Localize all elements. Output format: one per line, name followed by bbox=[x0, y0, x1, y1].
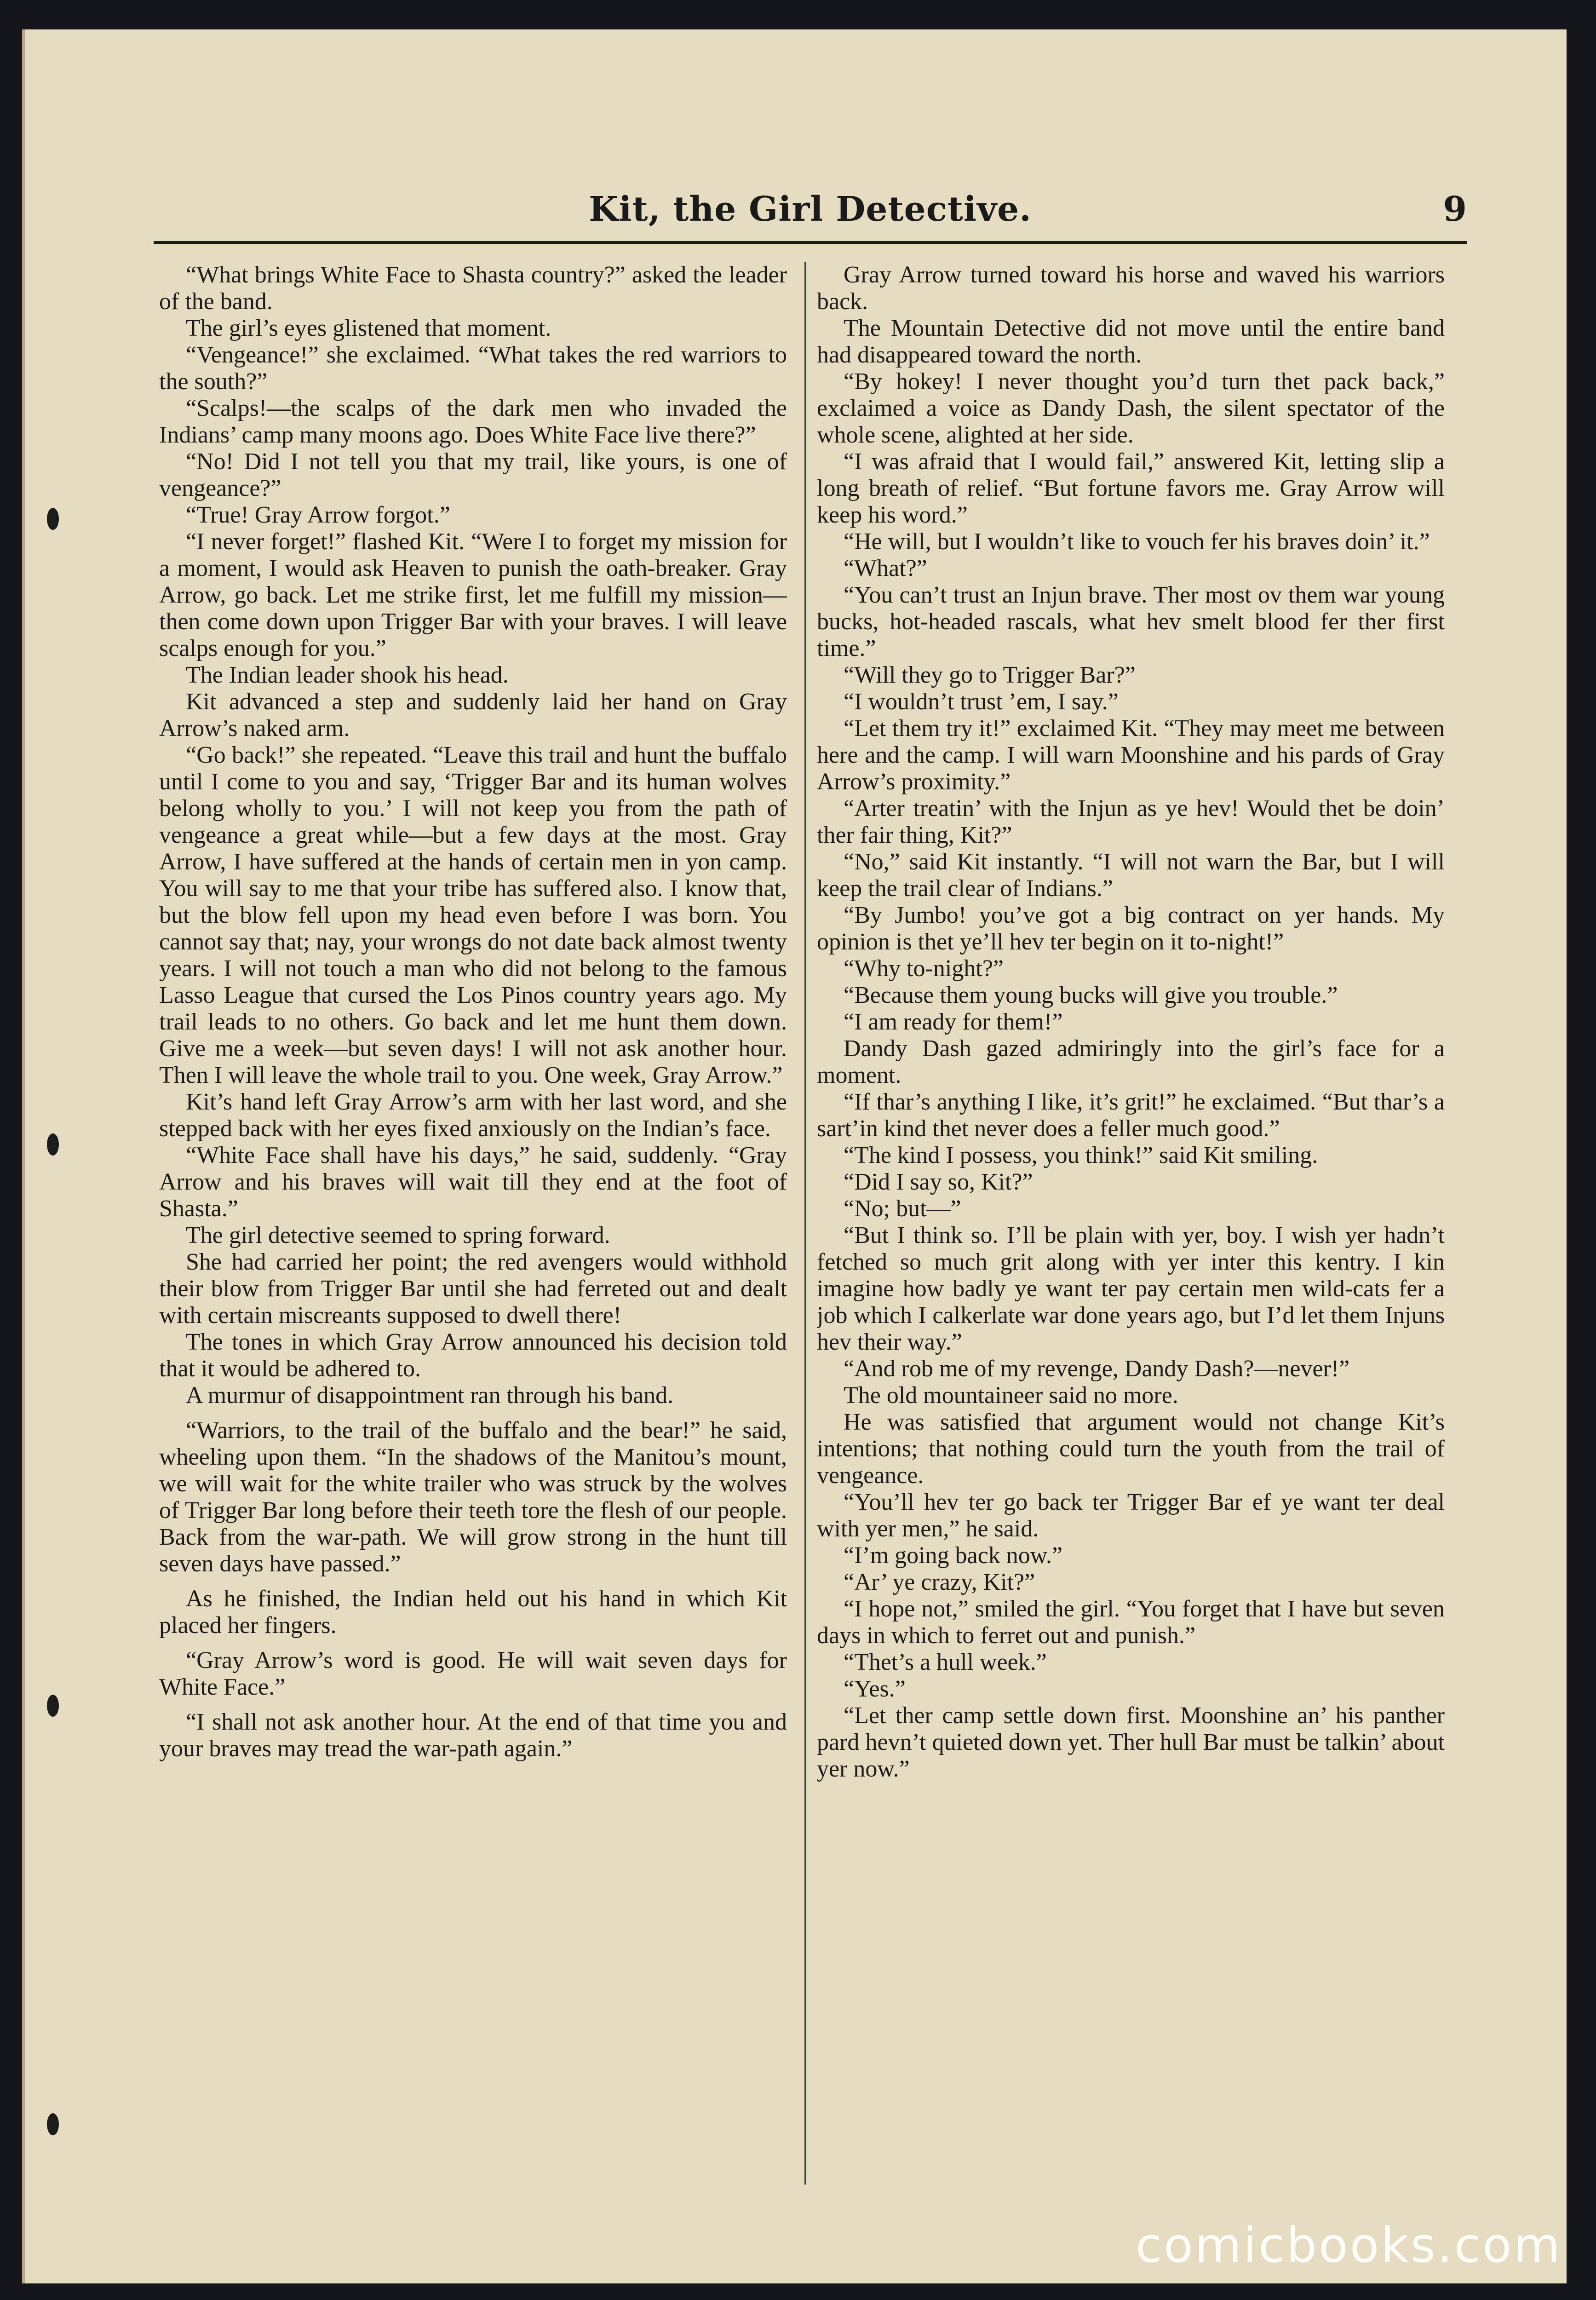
paragraph: “Scalps!—the scalps of the dark men who invaded the Indians’ camp many moons ago. Does White Face live there?” bbox=[159, 395, 787, 448]
paragraph: “I shall not ask another hour. At the end of that time you and your braves may tread the war-path again.” bbox=[159, 1709, 787, 1762]
watermark: comicbooks.com bbox=[1135, 2217, 1562, 2273]
paragraph: The Indian leader shook his head. bbox=[186, 662, 509, 688]
paragraph: “You’ll hev ter go back ter Trigger Bar ef ye want ter deal with yer men,” he said. bbox=[817, 1489, 1445, 1542]
paragraph: “Let them try it!” exclaimed Kit. “They may meet me between here and the camp. I will warn Moonshine and his pards of Gray Arrow’s proximity.” bbox=[817, 715, 1445, 795]
paragraph: He was satisfied that argument would not change Kit’s intentions; that nothing could turn the youth from the trail of vengeance. bbox=[817, 1409, 1445, 1489]
paragraph: “He will, but I wouldn’t like to vouch fer his braves doin’ it.” bbox=[844, 529, 1430, 555]
page-number: 9 bbox=[1443, 190, 1467, 229]
paragraph: “No; but—” bbox=[844, 1196, 961, 1222]
paragraph: The old mountaineer said no more. bbox=[844, 1382, 1178, 1409]
right-text-column bbox=[817, 262, 1445, 2198]
paragraph: “Did I say so, Kit?” bbox=[844, 1169, 1033, 1195]
paragraph: “I am ready for them!” bbox=[844, 1009, 1063, 1035]
paragraph: “Why to-night?” bbox=[844, 955, 1004, 982]
book-page bbox=[22, 29, 1567, 2283]
paragraph: Dandy Dash gazed admiringly into the girl’s face for a moment. bbox=[817, 1035, 1445, 1088]
paragraph: Kit’s hand left Gray Arrow’s arm with her last word, and she stepped back with her eyes fixed anxiously on the Indian’s face. bbox=[159, 1089, 787, 1142]
binding-stitch-mark bbox=[47, 1695, 59, 1717]
paragraph: “Arter treatin’ with the Injun as ye hev! Would thet be doin’ ther fair thing, Kit?” bbox=[817, 795, 1445, 848]
paragraph: “What?” bbox=[844, 555, 927, 581]
paragraph: “By hokey! I never thought you’d turn thet pack back,” exclaimed a voice as Dandy Dash, the silent spectator of the whole scene, alighted at her side. bbox=[817, 368, 1445, 448]
column-divider bbox=[804, 262, 806, 2185]
paragraph: “Let ther camp settle down first. Moonshine an’ his panther pard hevn’t quieted down yet. Ther hull Bar must be talkin’ about yer now.” bbox=[817, 1702, 1445, 1782]
paragraph: “If thar’s anything I like, it’s grit!” he exclaimed. “But thar’s a sart’in kind thet never does a feller much good.” bbox=[817, 1089, 1445, 1142]
paragraph: “I was afraid that I would fail,” answered Kit, letting slip a long breath of relief. “But fortune favors me. Gray Arrow will keep his word.” bbox=[817, 448, 1445, 528]
paragraph: “White Face shall have his days,” he said, suddenly. “Gray Arrow and his braves will wait till they end at the foot of Shasta.” bbox=[159, 1142, 787, 1222]
left-text-column bbox=[159, 262, 787, 2198]
paragraph: As he finished, the Indian held out his hand in which Kit placed her fingers. bbox=[159, 1586, 787, 1639]
binding-stitch-mark bbox=[47, 508, 59, 530]
paragraph: “Yes.” bbox=[844, 1676, 906, 1702]
paragraph: “Because them young bucks will give you trouble.” bbox=[844, 982, 1338, 1008]
paragraph: “Thet’s a hull week.” bbox=[844, 1649, 1047, 1675]
paragraph: “I hope not,” smiled the girl. “You forget that I have but seven days in which to ferret out and punish.” bbox=[817, 1596, 1445, 1649]
paragraph: “Go back!” she repeated. “Leave this trail and hunt the buffalo until I come to you and say, ‘Trigger Bar and its human wolves belong wholly to you.’ I will not keep you from the path of vengeance a great while—but a few days at the most. Gray Arrow, I have suffered at the hands of certain men in yon camp. You will say to me that your tribe has suffered also. I know that, but the blow fell upon my head even before I was born. You cannot say that; nay, your wrongs do not date back almost twenty years. I will not touch a man who did not belong to the famous Lasso League that cursed the Los Pinos country years ago. My trail leads to no others. Go back and let me hunt them down. Give me a week—but seven days! I will not ask another hour. Then I will leave the whole trail to you. One week, Gray Arrow.” bbox=[159, 742, 787, 1088]
paragraph: The girl’s eyes glistened that moment. bbox=[186, 315, 551, 341]
paragraph: The tones in which Gray Arrow announced his decision told that it would be adhered to. bbox=[159, 1329, 787, 1382]
paragraph: The girl detective seemed to spring forward. bbox=[186, 1222, 610, 1248]
paragraph: A murmur of disappointment ran through his band. bbox=[186, 1382, 674, 1409]
paragraph: The Mountain Detective did not move until the entire band had disappeared toward the north. bbox=[817, 315, 1445, 368]
paragraph: “I wouldn’t trust ’em, I say.” bbox=[844, 689, 1119, 715]
paragraph: “I’m going back now.” bbox=[844, 1542, 1063, 1569]
binding-stitch-mark bbox=[47, 2113, 59, 2135]
paragraph: “Gray Arrow’s word is good. He will wait seven days for White Face.” bbox=[159, 1647, 787, 1700]
paragraph: “You can’t trust an Injun brave. Ther most ov them war young bucks, hot-headed rascals, what hev smelt blood fer ther first time.” bbox=[817, 582, 1445, 661]
paragraph: “Will they go to Trigger Bar?” bbox=[844, 662, 1136, 688]
paragraph: “What brings White Face to Shasta country?” asked the leader of the band. bbox=[159, 262, 787, 315]
paragraph: “I never forget!” flashed Kit. “Were I to forget my mission for a moment, I would ask Heaven to punish the oath-breaker. Gray Arrow, go back. Let me strike first, let me fulfill my mission—then come down upon Trigger Bar with your braves. I will leave scalps enough for you.” bbox=[159, 529, 787, 661]
paragraph: “By Jumbo! you’ve got a big contract on yer hands. My opinion is thet ye’ll hev ter begin on it to-night!” bbox=[817, 902, 1445, 955]
paragraph: Gray Arrow turned toward his horse and waved his warriors back. bbox=[817, 262, 1445, 315]
page-title: Kit, the Girl Detective. bbox=[589, 190, 1032, 229]
paragraph: “Warriors, to the trail of the buffalo and the bear!” he said, wheeling upon them. “In the shadows of the Manitou’s mount, we will wait for the white trailer who was struck by the wolves of Trigger Bar long before their teeth tore the flesh of our people. Back from the war-path. We will grow strong in the hunt till seven days have passed.” bbox=[159, 1417, 787, 1577]
paragraph: “True! Gray Arrow forgot.” bbox=[186, 502, 450, 528]
paragraph: “The kind I possess, you think!” said Kit smiling. bbox=[844, 1142, 1318, 1168]
paragraph: Kit advanced a step and suddenly laid her hand on Gray Arrow’s naked arm. bbox=[159, 689, 787, 742]
binding-stitch-mark bbox=[47, 1133, 59, 1156]
paragraph: “But I think so. I’ll be plain with yer, boy. I wish yer hadn’t fetched so much grit along with yer inter this kentry. I kin imagine how badly ye want ter pay certain men wild-cats fer a job which I calkerlate war done years ago, but I’d let them Injuns hev their way.” bbox=[817, 1222, 1445, 1355]
paragraph: She had carried her point; the red avengers would withhold their blow from Trigger Bar until she had ferreted out and dealt with certain miscreants supposed to dwell there! bbox=[159, 1249, 787, 1328]
paragraph: “No,” said Kit instantly. “I will not warn the Bar, but I will keep the trail clear of Indians.” bbox=[817, 849, 1445, 902]
paragraph: “Ar’ ye crazy, Kit?” bbox=[844, 1569, 1035, 1595]
running-header bbox=[154, 172, 1467, 244]
paragraph: “Vengeance!” she exclaimed. “What takes the red warriors to the south?” bbox=[159, 342, 787, 395]
paragraph: “And rob me of my revenge, Dandy Dash?—never!” bbox=[844, 1356, 1350, 1382]
paragraph: “No! Did I not tell you that my trail, like yours, is one of vengeance?” bbox=[159, 448, 787, 501]
